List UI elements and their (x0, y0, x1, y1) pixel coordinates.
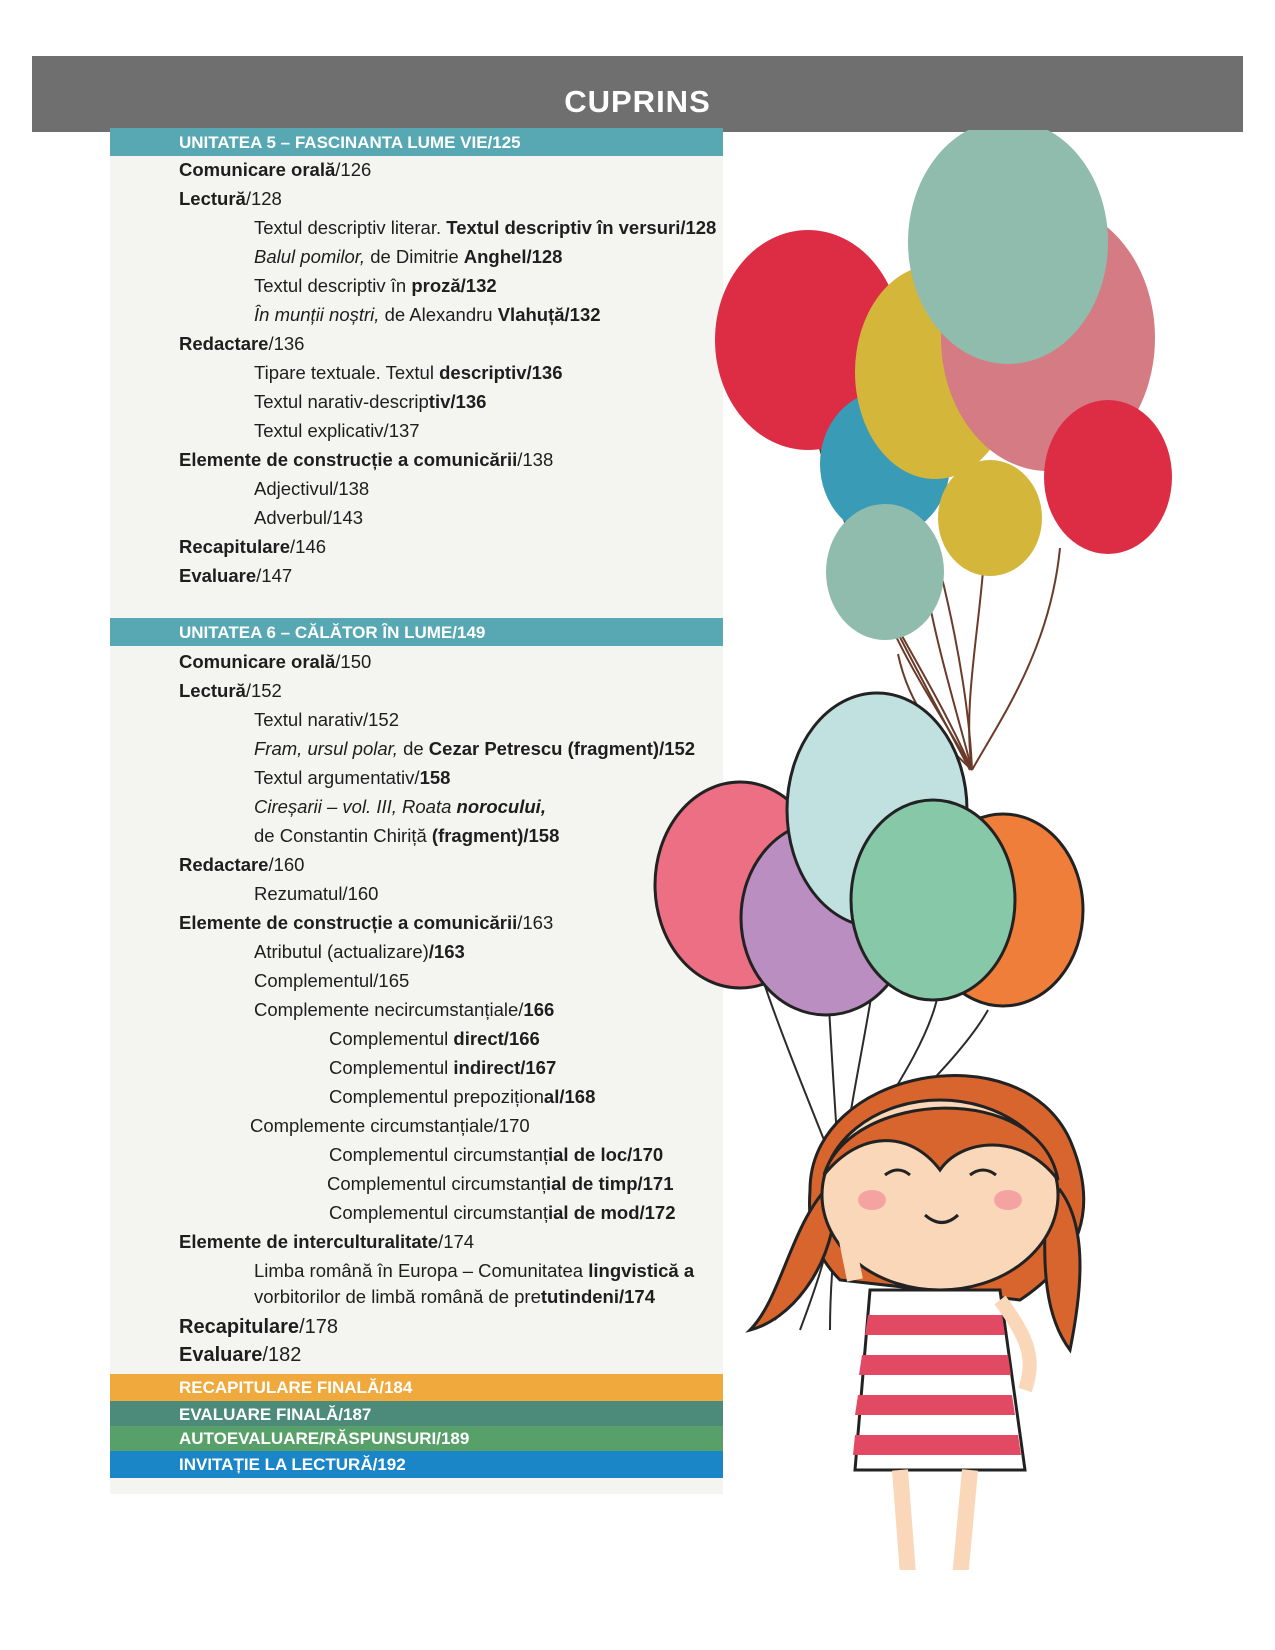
small-sage-balloon (826, 504, 944, 640)
toc-entry[interactable]: Recapitulare/178 (179, 1316, 338, 1338)
toc-entry[interactable]: Complementul circumstanțial de timp/171 (327, 1173, 674, 1194)
toc-entry[interactable]: Evaluare/182 (179, 1344, 302, 1366)
self-eval-bar[interactable]: AUTOEVALUARE/RĂSPUNSURI/189 (110, 1426, 723, 1451)
toc-entry[interactable]: Cireșarii – vol. III, Roata norocului, (254, 796, 546, 817)
toc-entry[interactable]: Adverbul/143 (254, 507, 364, 528)
girl-with-balloons-illustration (640, 130, 1260, 1570)
toc-entry[interactable]: Elemente de construcție a comunicării/163 (179, 912, 554, 933)
toc-entry[interactable]: Complementul direct/166 (329, 1028, 540, 1049)
green-balloon (851, 800, 1015, 1000)
girl (750, 1076, 1084, 1570)
sage-balloon (908, 130, 1108, 364)
toc-entry[interactable]: Adjectivul/138 (254, 478, 370, 499)
toc-entry[interactable]: Limba română în Europa – Comunitatea lingvistică a (254, 1260, 695, 1281)
toc-entry[interactable]: Lectură/128 (179, 188, 282, 209)
toc-entry[interactable]: În munții noștri, de Alexandru Vlahuță/132 (254, 304, 601, 325)
toc-entry[interactable]: Complementul circumstanțial de mod/172 (329, 1202, 676, 1223)
toc-entry[interactable]: Lectură/152 (179, 680, 282, 701)
toc-entry[interactable]: Atributul (actualizare)/163 (254, 941, 465, 962)
toc-entry[interactable]: Balul pomilor, de Dimitrie Anghel/128 (254, 246, 563, 267)
toc-entry[interactable]: de Constantin Chiriță (fragment)/158 (254, 825, 560, 846)
toc-entry[interactable]: Textul explicativ/137 (254, 420, 420, 441)
unit5-header[interactable]: UNITATEA 5 – FASCINANTA LUME VIE/125 (110, 128, 723, 156)
unit6-header[interactable]: UNITATEA 6 – CĂLĂTOR ÎN LUME/149 (110, 618, 723, 646)
toc-entry[interactable]: Comunicare orală/126 (179, 159, 372, 180)
toc-entry[interactable]: Elemente de interculturalitate/174 (179, 1231, 475, 1252)
toc-entry[interactable]: Complementul circumstanțial de loc/170 (329, 1144, 664, 1165)
toc-entry[interactable]: Redactare/136 (179, 333, 305, 354)
toc-entry[interactable]: Textul descriptiv literar. Textul descriptiv în versuri/128 (254, 217, 717, 238)
toc-entry[interactable]: Textul narativ/152 (254, 709, 400, 730)
small-red-balloon (1044, 400, 1172, 554)
toc-entry[interactable]: Complemente necircumstanțiale/166 (254, 999, 555, 1020)
lower-balloon-cluster (655, 693, 1083, 1015)
toc-entry[interactable]: Complemente circumstanțiale/170 (250, 1115, 530, 1136)
toc-entry[interactable]: Textul descriptiv în proză/132 (254, 275, 497, 296)
final-recap-bar[interactable]: RECAPITULARE FINALĂ/184 (110, 1374, 723, 1401)
toc-entry[interactable]: Tipare textuale. Textul descriptiv/136 (254, 362, 563, 383)
toc-entry[interactable]: Complementul/165 (254, 970, 410, 991)
toc-entry[interactable]: vorbitorilor de limbă română de pretutindeni/174 (254, 1286, 655, 1307)
final-eval-bar[interactable]: EVALUARE FINALĂ/187 (110, 1401, 723, 1426)
toc-entry[interactable]: Textul argumentativ/158 (254, 767, 451, 788)
toc-entry[interactable]: Complementul prepozițional/168 (329, 1086, 596, 1107)
toc-entry[interactable]: Textul narativ-descriptiv/136 (254, 391, 487, 412)
toc-entry[interactable]: Recapitulare/146 (179, 536, 327, 557)
reading-invitation-bar[interactable]: INVITAȚIE LA LECTURĂ/192 (110, 1451, 723, 1478)
upper-balloon-cluster (715, 130, 1172, 640)
toc-entry[interactable]: Evaluare/147 (179, 565, 293, 586)
toc-entry[interactable]: Comunicare orală/150 (179, 651, 372, 672)
toc-entry[interactable]: Complementul indirect/167 (329, 1057, 557, 1078)
title-banner (32, 56, 1243, 132)
toc-entry[interactable]: Elemente de construcție a comunicării/138 (179, 449, 554, 470)
toc-entry[interactable]: Redactare/160 (179, 854, 305, 875)
toc-entry[interactable]: Rezumatul/160 (254, 883, 379, 904)
toc-entry[interactable]: Fram, ursul polar, de Cezar Petrescu (fragment)/152 (254, 738, 696, 759)
small-yellow-balloon (938, 460, 1042, 576)
page-title: CUPRINS (564, 84, 711, 119)
